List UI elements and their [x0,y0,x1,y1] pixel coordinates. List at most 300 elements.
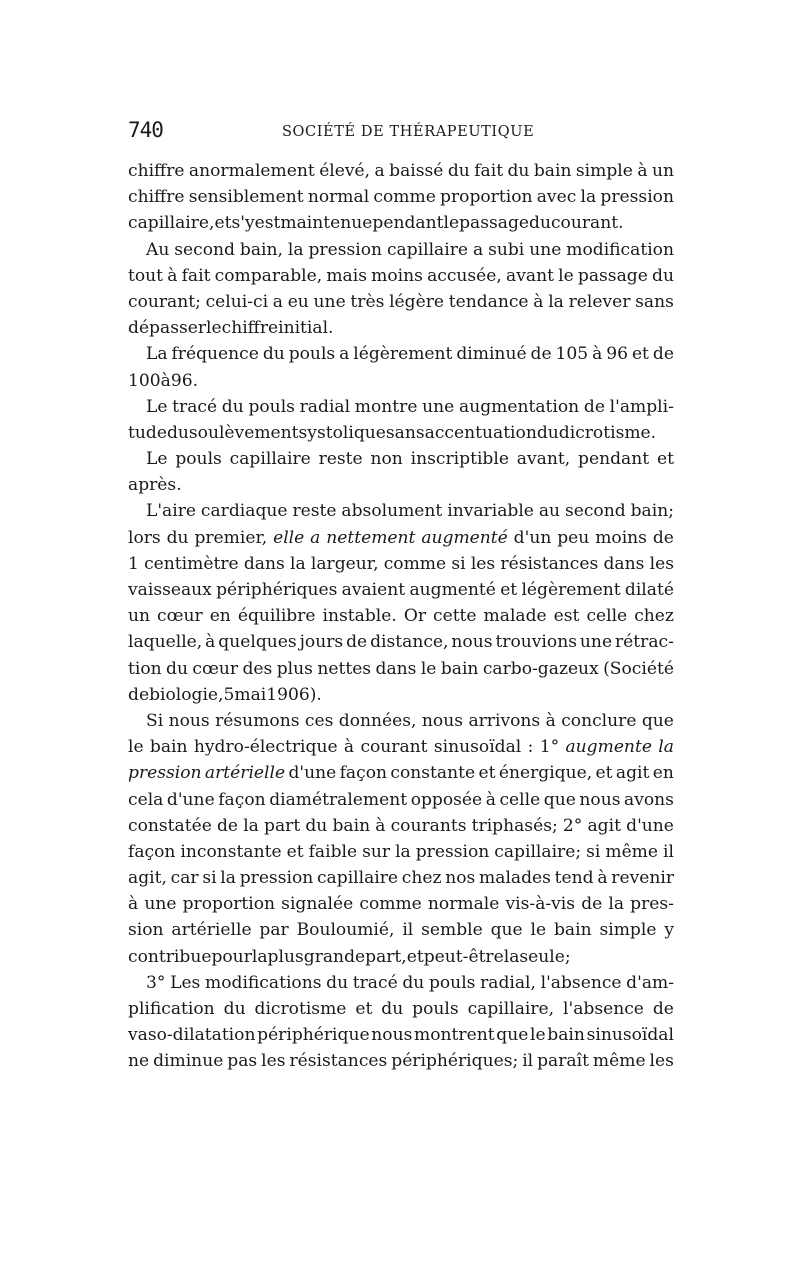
word: dicrotisme [254,999,347,1019]
word: modification [566,239,674,260]
word: chiffre [221,318,279,339]
word: celle [586,606,628,627]
word: capillaire [316,868,399,889]
word: la [503,946,520,967]
word: ne [128,1051,150,1072]
word: après. [128,475,182,496]
word: rétrac- [615,632,674,653]
text-line [128,734,674,760]
word: mai [234,684,267,705]
word: 105 [555,344,589,365]
word: du [166,422,189,443]
word: et [656,449,674,470]
word: constante [390,763,476,784]
word: diamétralement [269,789,408,810]
text-line [128,446,674,472]
text-line [128,813,674,839]
word: il [663,841,674,862]
word: carbo-gazeux [482,658,599,679]
word: de [583,396,605,417]
word: périphériques; [391,1051,519,1072]
text-line [128,289,674,315]
word: sans [635,291,674,312]
word: et [500,580,518,600]
word: légèrement [521,580,621,600]
word: nous [451,632,493,653]
word: et [286,841,304,862]
word: les [261,1051,286,1072]
text-line [128,394,674,420]
word: pression [239,868,314,889]
word: bain [547,1025,585,1046]
word: pendant [578,449,650,470]
word: avaient [341,580,406,600]
word: il [522,1051,534,1072]
word: pendant [372,213,444,234]
text-line [128,577,674,603]
word: bain [149,737,188,758]
word: augmentation [459,396,580,417]
word: le [128,737,144,758]
word: l'absence [540,972,622,993]
word: est [254,213,281,234]
word: lors [128,527,161,548]
word: triphasés; [471,815,558,836]
word: biologie, [149,684,224,705]
word: nous [371,1025,413,1046]
word: 96. [170,370,199,391]
word: systolique [298,422,386,443]
word: les [470,553,496,574]
word: de [652,527,674,548]
word: Le [146,396,168,417]
word: largeur, [310,553,379,574]
word: pression [600,187,674,208]
text-line [128,891,674,917]
word: 1 [128,553,139,574]
word: invariable [447,501,534,522]
word: dans [243,553,285,574]
word: comme [359,894,422,915]
word: 1° [539,737,560,758]
word: le [530,1025,546,1046]
word: hydro-électrique [193,737,338,758]
word: à [545,710,556,731]
word: si [586,841,601,862]
word: agit [587,815,621,836]
text-line [128,315,674,341]
word: tracé [352,972,398,993]
word: du [381,999,404,1019]
text-line [128,158,674,184]
word: nous [421,710,464,731]
word: sinusoïdal [586,1025,674,1046]
word: signalée [281,894,354,915]
word: élevé, [319,161,371,181]
word: car [170,868,199,889]
word: tude [128,422,167,443]
text-line [128,787,674,813]
word: baissé [389,161,444,181]
word: la [243,815,259,836]
word: une [422,396,455,417]
word: fait [181,265,211,286]
word: fait [474,161,504,181]
word: malades [479,868,551,889]
word: chez [401,868,442,889]
word: constatée [128,815,212,836]
word: à [375,815,386,836]
page-header [128,118,674,148]
word: du [166,658,188,679]
word: Au [146,239,170,260]
word: reste [318,449,363,470]
word: eu [287,291,309,312]
word: il [402,920,414,941]
word: dépasser [128,318,207,339]
word: pour [211,946,252,967]
word: a [272,291,283,312]
text-line [128,1022,674,1048]
text-line [128,551,674,577]
text-line [128,210,674,236]
word: moins [371,265,423,286]
word: accusée, [427,265,502,286]
word: périphériques [216,580,338,600]
word: la [395,841,411,862]
word: l'ampli- [609,396,674,417]
word: le [206,318,222,339]
word: augmenté [409,580,496,600]
word: contribue [128,946,212,967]
word: pas [227,1051,258,1072]
word: périphérique [257,1025,370,1046]
word: que [543,789,576,810]
word: de [216,815,239,836]
word: simple [575,161,633,181]
word: tion [128,658,162,679]
word: d'un [513,527,552,548]
word: subi [488,239,525,260]
word: sensiblement [188,187,304,208]
word: montrent [414,1025,495,1046]
word: bain [553,920,592,941]
word: instable. [322,606,397,627]
word: d'une [166,789,215,810]
word: en [652,763,674,784]
word: du [221,396,244,417]
word: reste [292,501,337,522]
text-line [128,263,674,289]
word: comparable, [214,265,323,286]
word: capillaire, [128,213,215,234]
word: pres- [630,894,674,915]
word: capillaire [386,239,469,260]
word: si [202,868,217,889]
word: mais [326,265,367,286]
word: à [167,265,178,286]
word: tout [128,265,164,286]
word: radial [299,396,351,417]
word: façon [128,841,176,862]
word: inconstante [180,841,282,862]
word: augmenté [421,527,508,548]
word: par [259,920,289,941]
word: courants [390,815,467,836]
word: à [592,344,603,365]
word: de [128,684,150,705]
word: à [485,789,496,810]
word: capillaire, [467,999,555,1019]
word: tracé [172,396,218,417]
word: part [264,815,301,836]
word: à [205,632,216,653]
word: dans [603,553,645,574]
text-line [128,865,674,891]
word: moins [595,527,647,548]
word: capillaire [229,449,311,470]
text-line [128,525,674,551]
word: et [631,344,649,365]
word: celle [499,789,541,810]
word: nettement [326,527,416,548]
word: le [420,658,437,679]
word: agit, [128,868,167,889]
word: dilaté [624,580,674,600]
word: Or [403,606,426,627]
word: soulèvement [188,422,299,443]
text-line [128,708,674,734]
text-line [128,184,674,210]
word: du [326,972,349,993]
word: pouls [428,972,476,993]
word: l'absence [563,999,644,1019]
word: celui-ci [205,291,269,312]
text-line [128,498,674,524]
text-line [128,341,674,367]
word: légèrement [353,344,453,365]
word: peu [557,527,590,548]
word: ces [304,710,334,731]
word: nos [445,868,476,889]
word: peut-être [423,946,504,967]
word: vaisseaux [128,580,212,600]
text-line [128,656,674,682]
word: un [651,161,674,181]
word: dicrotisme. [558,422,657,443]
word: comme [383,553,447,574]
word: part, [365,946,407,967]
word: à [597,868,608,889]
text-line [128,368,674,394]
word: nous [579,789,621,810]
word: inscriptible [410,449,509,470]
word: artérielle [171,920,252,941]
word: a [339,344,350,365]
word: même [605,841,659,862]
word: courant. [550,213,624,234]
word: L'aire [146,501,196,522]
word: pression [128,763,202,784]
word: comme [373,187,436,208]
page-number: 740 [128,118,163,142]
word: chez [634,606,674,627]
word: capillaire; [494,841,582,862]
word: les [649,1051,674,1072]
word: chiffre [128,161,185,181]
word: anormalement [188,161,315,181]
word: et [214,213,232,234]
word: faible [308,841,358,862]
word: non [370,449,403,470]
word: sinusoïdal [433,737,522,758]
word: normal [307,187,370,208]
word: opposée [410,789,483,810]
text-line [128,682,674,708]
running-title: SOCIÉTÉ DE THÉRAPEUTIQUE [282,124,535,140]
word: cette [433,606,477,627]
word: pouls [248,396,295,417]
text-line [128,839,674,865]
word: du [529,213,551,234]
word: 2° [562,815,583,836]
word: un [128,606,151,627]
word: semble [421,920,483,941]
word: jours [299,632,344,653]
word: plus [276,658,313,679]
text-line [128,1048,674,1074]
word: la [658,737,674,758]
word: la [251,946,268,967]
word: : [527,737,534,758]
word: données, [338,710,417,731]
word: la [580,187,597,208]
word: conclure [561,710,637,731]
word: elle [273,527,305,548]
word: tendance [448,291,529,312]
word: artérielle [204,763,286,784]
word: distance, [370,632,449,653]
word: cela [128,789,164,810]
text-line [128,970,674,996]
word: une [579,632,613,653]
word: à [343,737,355,758]
word: augmente [565,737,652,758]
word: passage [577,265,648,286]
word: la [548,291,564,312]
word: bain [332,815,371,836]
text-line [128,237,674,263]
word: a [374,161,385,181]
word: et [478,763,496,784]
word: passage [459,213,530,234]
word: sans [385,422,425,443]
word: radial, [480,972,536,993]
word: que [490,920,523,941]
word: Bouloumié, [296,920,395,941]
word: au [538,501,561,522]
word: plification [128,999,215,1019]
word: d'am- [626,972,674,993]
text-line [128,917,674,943]
word: résumons [215,710,300,731]
word: pouls [288,344,336,365]
body-text [128,158,674,1075]
word: du [447,161,470,181]
word: la [287,239,304,260]
word: avec [536,187,577,208]
word: équilibre [237,606,316,627]
word: proportion [182,894,276,915]
word: seule; [519,946,571,967]
word: le [558,265,574,286]
word: y [664,920,674,941]
word: en [209,606,231,627]
word: la [220,868,236,889]
word: bain [533,161,572,181]
word: énergique, [498,763,593,784]
word: cœur [157,606,203,627]
word: maintenue [280,213,373,234]
word: que [641,710,674,731]
word: que [496,1025,529,1046]
word: très [350,291,385,312]
word: absolument [341,501,443,522]
word: et [355,999,373,1019]
word: avant, [516,449,571,470]
word: de [346,632,368,653]
word: 1906). [266,684,322,705]
text-line [128,944,674,970]
text-line [128,420,674,446]
word: une [313,291,346,312]
word: d'une [288,763,337,784]
word: façon [339,763,388,784]
word: du [305,815,328,836]
word: pouls [412,999,459,1019]
word: diminue [153,1051,224,1072]
word: le [530,920,547,941]
word: revenir [611,868,674,889]
word: à [637,161,648,181]
word: de [652,344,674,365]
word: Les [170,972,201,993]
word: laquelle, [128,632,203,653]
word: du [166,527,189,548]
word: initial. [278,318,334,339]
word: d'une [626,815,674,836]
text-line [128,996,674,1022]
word: diminué [456,344,527,365]
word: normale [427,894,500,915]
word: a [310,527,321,548]
word: 100 [128,370,161,391]
word: avons [624,789,674,810]
word: chiffre [128,187,185,208]
word: du [652,265,674,286]
word: s'y [231,213,255,234]
word: et [406,946,424,967]
word: accentuation [424,422,537,443]
word: nettes [317,658,372,679]
word: grande [303,946,366,967]
word: relever [568,291,631,312]
word: les [649,553,674,574]
word: même [592,1051,646,1072]
word: de [581,894,603,915]
word: sion [128,920,164,941]
word: premier, [194,527,268,548]
